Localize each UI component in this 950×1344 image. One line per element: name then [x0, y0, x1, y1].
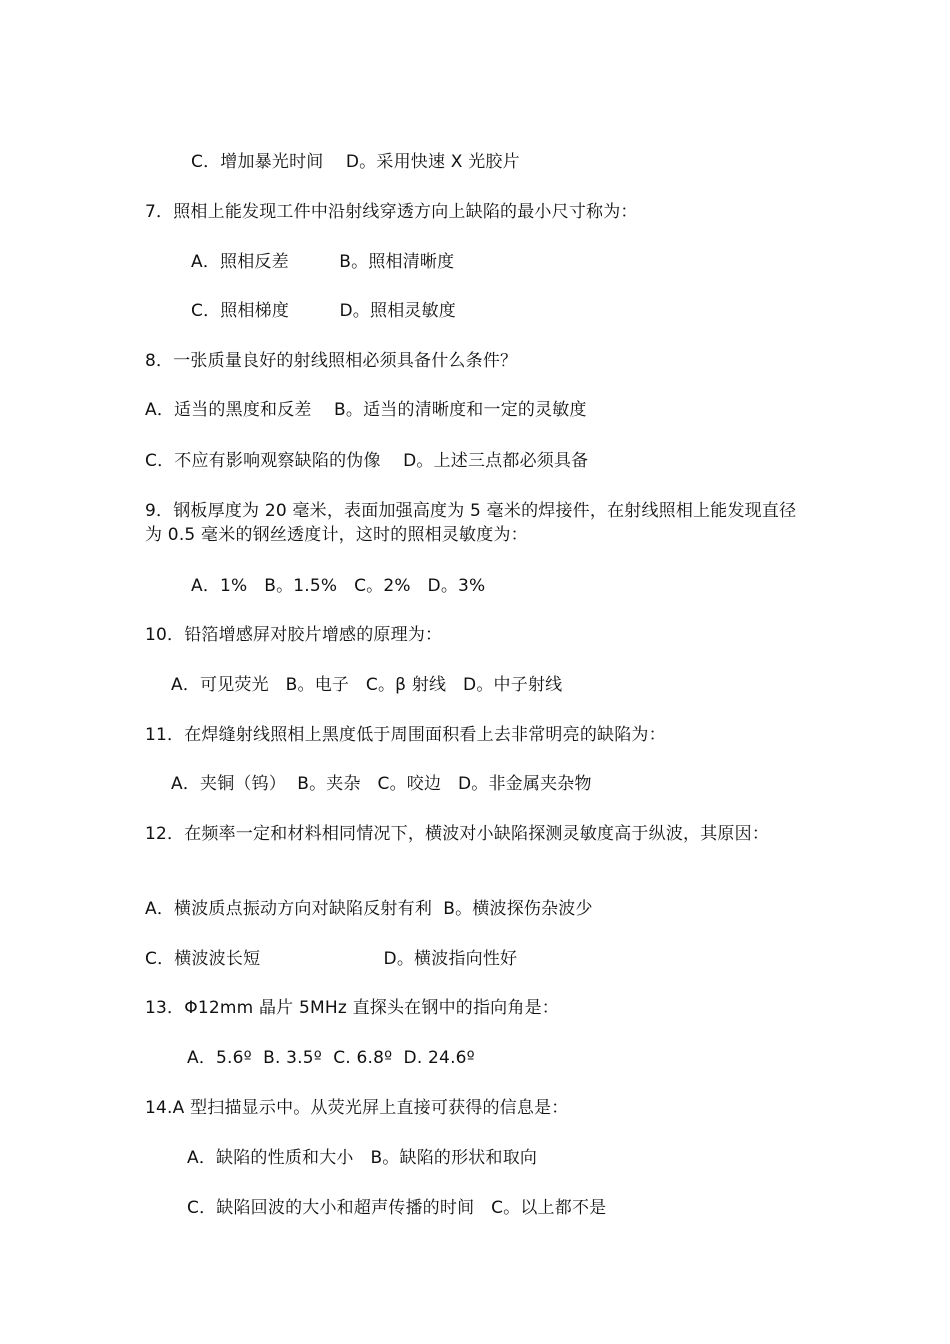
option-line-14cd: C．缺陷回波的大小和超声传播的时间 C。以上都不是 — [187, 1198, 607, 1218]
option-line-7ab: A．照相反差 B。照相清晰度 — [191, 252, 455, 272]
option-line-10: A．可见荧光 B。电子 C。β 射线 D。中子射线 — [171, 675, 563, 695]
question-13: 13．Φ12mm 晶片 5MHz 直探头在钢中的指向角是： — [145, 998, 559, 1018]
question-11: 11．在焊缝射线照相上黑度低于周围面积看上去非常明亮的缺陷为： — [145, 725, 666, 745]
option-line-13: A．5.6º B. 3.5º C. 6.8º D. 24.6º — [187, 1048, 475, 1068]
option-line-14ab: A．缺陷的性质和大小 B。缺陷的形状和取向 — [187, 1148, 538, 1168]
question-12: 12．在频率一定和材料相同情况下，横波对小缺陷探测灵敏度高于纵波，其原因： — [145, 824, 770, 844]
option-line-8cd: C．不应有影响观察缺陷的伪像 D。上述三点都必须具备 — [145, 451, 589, 471]
option-line-7cd: C．照相梯度 D。照相灵敏度 — [191, 301, 456, 321]
option-line-8ab: A．适当的黑度和反差 B。适当的清晰度和一定的灵敏度 — [145, 400, 587, 420]
option-line-12ab: A．横波质点振动方向对缺陷反射有利 B。横波探伤杂波少 — [145, 899, 593, 919]
question-7: 7．照相上能发现工件中沿射线穿透方向上缺陷的最小尺寸称为： — [145, 202, 638, 222]
option-line-6cd: C．增加暴光时间 D。采用快速 X 光胶片 — [191, 152, 520, 172]
question-8: 8．一张质量良好的射线照相必须具备什么条件？ — [145, 351, 518, 371]
question-14: 14.A 型扫描显示中。从荧光屏上直接可获得的信息是： — [145, 1098, 569, 1118]
option-line-12cd: C．横波波长短 D。横波指向性好 — [145, 949, 518, 969]
question-9: 9．钢板厚度为 20 毫米，表面加强高度为 5 毫米的焊接件，在射线照相上能发现直径为 0.5 毫米的钢丝透度计，这时的照相灵敏度为： — [145, 501, 797, 545]
option-line-11: A．夹铜（钨） B。夹杂 C。咬边 D。非金属夹杂物 — [171, 774, 592, 794]
option-line-9: A．1% B。1.5% C。2% D。3% — [191, 576, 486, 596]
question-10: 10．铅箔增感屏对胶片增感的原理为： — [145, 625, 443, 645]
